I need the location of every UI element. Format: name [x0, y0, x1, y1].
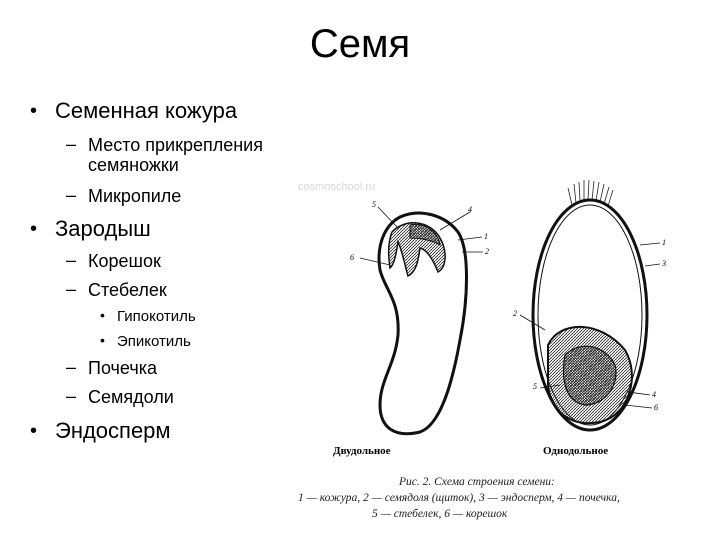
dash-mark: – [66, 250, 77, 270]
bullet-hilum-line1: Место прикрепления [88, 135, 263, 155]
figure-caption-line3: 5 — стебелек, 6 — корешок [372, 508, 508, 520]
dash-mark: – [66, 279, 77, 299]
bullet-stem: Стебелек [88, 280, 167, 300]
callout-1: 1 [662, 238, 666, 247]
page-title: Семя [309, 22, 411, 66]
callout-5: 5 [533, 382, 537, 391]
monocot-label: Однодольное [543, 445, 609, 457]
bullet-dot: • [100, 307, 105, 323]
bullet-dot: • [30, 420, 38, 442]
dash-mark: – [66, 386, 77, 406]
figure-caption-line1: Рис. 2. Схема строения семени: [399, 476, 555, 488]
bullet-hilum-line2: семяножки [88, 155, 179, 175]
callout-1: 1 [484, 232, 488, 241]
dash-mark: – [66, 134, 77, 154]
bullet-dot: • [100, 332, 105, 348]
monocot-seed [520, 180, 660, 430]
bullet-micropyle: Микропиле [88, 186, 182, 206]
monocot-hairs [568, 180, 613, 206]
callout-4: 4 [652, 390, 656, 399]
bullet-hypocotyl: Гипокотиль [117, 308, 196, 325]
watermark: cosmoschool.ru [298, 181, 376, 193]
callout-6: 6 [350, 253, 354, 262]
dash-mark: – [66, 185, 77, 205]
callout-2: 2 [485, 247, 489, 256]
callout-4: 4 [468, 205, 472, 214]
dicot-seed [360, 207, 483, 434]
bullet-seed-coat: Семенная кожура [55, 98, 238, 123]
bullet-dot: • [30, 218, 38, 240]
dicot-label: Двудольное [333, 445, 391, 457]
callout-6: 6 [654, 403, 658, 412]
bullet-dot: • [30, 100, 38, 122]
bullet-endosperm: Эндосперм [55, 418, 171, 443]
bullet-epicotyl: Эпикотиль [117, 333, 191, 350]
bullet-cotyledons: Семядоли [88, 387, 174, 407]
dash-mark: – [66, 357, 77, 377]
bullet-plumule: Почечка [88, 358, 158, 378]
callout-5: 5 [372, 200, 376, 209]
figure-caption-line2: 1 — кожура, 2 — семядоля (щиток), 3 — эндосперм, 4 — почечка, [298, 492, 620, 504]
callout-2: 2 [513, 309, 517, 318]
callout-3: 3 [662, 259, 666, 268]
bullet-embryo: Зародыш [55, 216, 151, 241]
bullet-radicle: Корешок [88, 251, 161, 271]
